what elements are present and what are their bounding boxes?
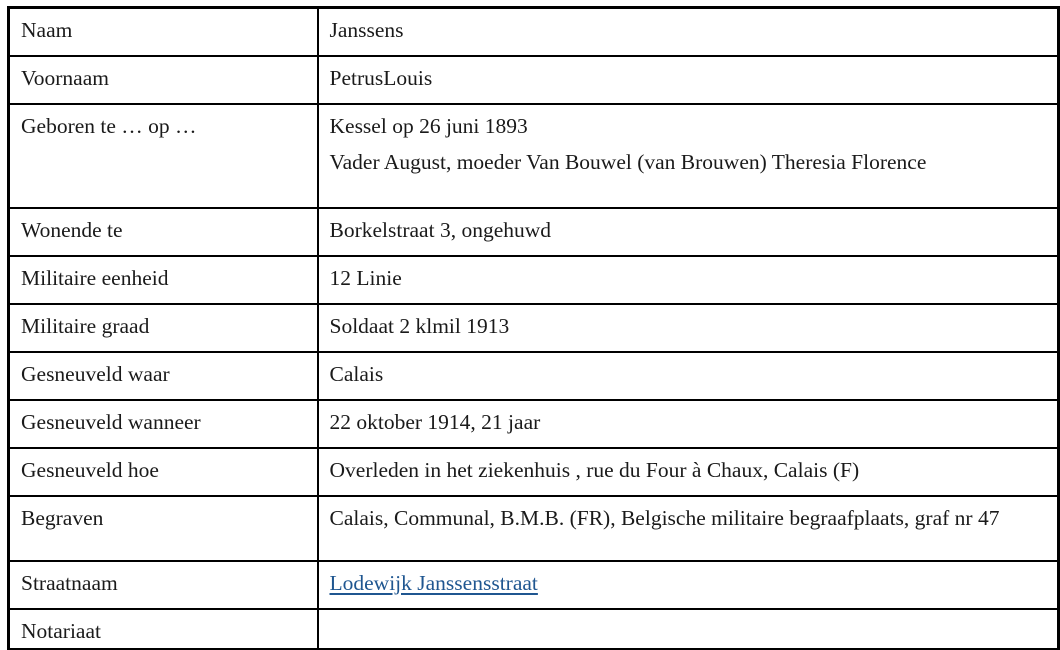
person-record-table (7, 6, 1060, 650)
row-value: Borkelstraat 3, ongehuwd (318, 208, 1059, 256)
row-label: Straatnaam (9, 561, 318, 609)
row-value (318, 561, 1059, 609)
street-name-link[interactable]: Lodewijk Janssensstraat (329, 570, 538, 595)
row-label: Gesneuveld hoe (9, 448, 318, 496)
table-row-militaire-graad (9, 304, 1059, 352)
birth-place-date: Kessel op 26 juni 1893 (329, 113, 528, 138)
row-value: Soldaat 2 klmil 1913 (318, 304, 1059, 352)
row-value: Janssens (318, 8, 1059, 56)
table-row-gesneuveld-wanneer (9, 400, 1059, 448)
table-row-notariaat (9, 609, 1059, 649)
row-value (318, 104, 1059, 208)
table-row-naam (9, 8, 1059, 56)
row-label: Naam (9, 8, 318, 56)
table-row-voornaam (9, 56, 1059, 104)
table-row-militaire-eenheid (9, 256, 1059, 304)
row-label: Voornaam (9, 56, 318, 104)
table-row-gesneuveld-hoe (9, 448, 1059, 496)
row-label: Wonende te (9, 208, 318, 256)
row-label: Geboren te … op … (9, 104, 318, 208)
row-label: Militaire graad (9, 304, 318, 352)
table-row-straatnaam (9, 561, 1059, 609)
row-value: Calais, Communal, B.M.B. (FR), Belgische militaire begraafplaats, graf nr 47 (318, 496, 1059, 561)
row-value: PetrusLouis (318, 56, 1059, 104)
row-label: Gesneuveld waar (9, 352, 318, 400)
row-value: 22 oktober 1914, 21 jaar (318, 400, 1059, 448)
table-row-wonende (9, 208, 1059, 256)
row-label: Begraven (9, 496, 318, 561)
row-value: Calais (318, 352, 1059, 400)
row-value: 12 Linie (318, 256, 1059, 304)
table-row-geboren (9, 104, 1059, 208)
row-value (318, 609, 1059, 649)
row-value: Overleden in het ziekenhuis , rue du Four à Chaux, Calais (F) (318, 448, 1059, 496)
row-label: Militaire eenheid (9, 256, 318, 304)
row-label: Gesneuveld wanneer (9, 400, 318, 448)
row-label: Notariaat (9, 609, 318, 649)
parents-info: Vader August, moeder Van Bouwel (van Brouwen) Theresia Florence (329, 150, 927, 175)
table-row-gesneuveld-waar (9, 352, 1059, 400)
table-row-begraven (9, 496, 1059, 561)
